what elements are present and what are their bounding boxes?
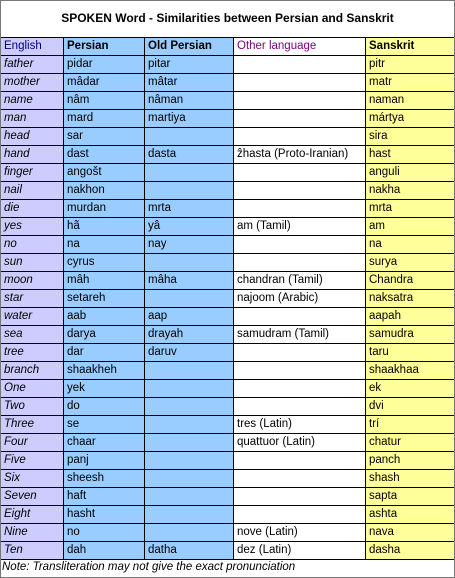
- table-row: [1, 380, 455, 398]
- cell-other-language: [234, 380, 366, 398]
- cell-persian: no: [64, 524, 145, 542]
- cell-other-language: [234, 488, 366, 506]
- cell-old-persian: dasta: [145, 146, 234, 164]
- table-row: [1, 236, 455, 254]
- cell-sanskrit: shash: [366, 470, 455, 488]
- cell-old-persian: daruv: [145, 344, 234, 362]
- cell-english: water: [1, 308, 64, 326]
- cell-old-persian: [145, 290, 234, 308]
- cell-other-language: dez (Latin): [234, 542, 366, 560]
- table-row: [1, 146, 455, 164]
- table-row: [1, 254, 455, 272]
- table-row: [1, 434, 455, 452]
- table-row: [1, 128, 455, 146]
- cell-persian: haft: [64, 488, 145, 506]
- cell-persian: se: [64, 416, 145, 434]
- table-row: [1, 290, 455, 308]
- cell-other-language: [234, 56, 366, 74]
- cell-english: Ten: [1, 542, 64, 560]
- table-row: [1, 182, 455, 200]
- table-row: [1, 488, 455, 506]
- cell-persian: aab: [64, 308, 145, 326]
- cell-persian: sheesh: [64, 470, 145, 488]
- cell-old-persian: [145, 254, 234, 272]
- cell-persian: do: [64, 398, 145, 416]
- cell-sanskrit: samudra: [366, 326, 455, 344]
- cell-persian: mâh: [64, 272, 145, 290]
- cell-sanskrit: hast: [366, 146, 455, 164]
- table-row: [1, 362, 455, 380]
- cell-other-language: [234, 92, 366, 110]
- cell-persian: nakhon: [64, 182, 145, 200]
- cell-other-language: [234, 398, 366, 416]
- cell-old-persian: nay: [145, 236, 234, 254]
- cell-old-persian: mâtar: [145, 74, 234, 92]
- cell-sanskrit: naman: [366, 92, 455, 110]
- cell-sanskrit: ek: [366, 380, 455, 398]
- cell-sanskrit: matr: [366, 74, 455, 92]
- cell-sanskrit: anguli: [366, 164, 455, 182]
- cell-english: no: [1, 236, 64, 254]
- cell-persian: dar: [64, 344, 145, 362]
- cell-english: Three: [1, 416, 64, 434]
- cell-english: Four: [1, 434, 64, 452]
- table-row: [1, 452, 455, 470]
- cell-persian: darya: [64, 326, 145, 344]
- cell-old-persian: yâ: [145, 218, 234, 236]
- table-row: [1, 164, 455, 182]
- cell-other-language: [234, 308, 366, 326]
- cell-old-persian: datha: [145, 542, 234, 560]
- cell-persian: pidar: [64, 56, 145, 74]
- cell-old-persian: [145, 452, 234, 470]
- cell-english: star: [1, 290, 64, 308]
- cell-old-persian: [145, 398, 234, 416]
- cell-english: mother: [1, 74, 64, 92]
- page-title: SPOKEN Word - Similarities between Persian and Sanskrit: [61, 11, 394, 25]
- cell-other-language: quattuor (Latin): [234, 434, 366, 452]
- cell-old-persian: nâman: [145, 92, 234, 110]
- cell-persian: hã: [64, 218, 145, 236]
- cell-old-persian: [145, 524, 234, 542]
- cell-other-language: nove (Latin): [234, 524, 366, 542]
- cell-old-persian: [145, 128, 234, 146]
- cell-english: Eight: [1, 506, 64, 524]
- cell-other-language: [234, 164, 366, 182]
- cell-persian: setareh: [64, 290, 145, 308]
- cell-old-persian: martiya: [145, 110, 234, 128]
- cell-persian: panj: [64, 452, 145, 470]
- table-row: [1, 92, 455, 110]
- cell-english: name: [1, 92, 64, 110]
- header-other-language: Other language: [234, 38, 366, 56]
- cell-sanskrit: shaakhaa: [366, 362, 455, 380]
- cell-english: die: [1, 200, 64, 218]
- cell-sanskrit: pitr: [366, 56, 455, 74]
- cell-english: man: [1, 110, 64, 128]
- cell-sanskrit: sira: [366, 128, 455, 146]
- cell-sanskrit: mrta: [366, 200, 455, 218]
- cell-sanskrit: chatur: [366, 434, 455, 452]
- cell-english: Two: [1, 398, 64, 416]
- table-row: [1, 542, 455, 560]
- cell-sanskrit: nakha: [366, 182, 455, 200]
- cell-other-language: chandran (Tamil): [234, 272, 366, 290]
- cell-old-persian: [145, 434, 234, 452]
- cell-english: One: [1, 380, 64, 398]
- cell-old-persian: pitar: [145, 56, 234, 74]
- cell-persian: shaakheh: [64, 362, 145, 380]
- cell-sanskrit: ashta: [366, 506, 455, 524]
- cell-english: moon: [1, 272, 64, 290]
- cell-sanskrit: taru: [366, 344, 455, 362]
- table-row: [1, 272, 455, 290]
- cell-persian: mâdar: [64, 74, 145, 92]
- cell-persian: nâm: [64, 92, 145, 110]
- table-row: [1, 524, 455, 542]
- table-row: [1, 110, 455, 128]
- cell-english: Seven: [1, 488, 64, 506]
- cell-sanskrit: na: [366, 236, 455, 254]
- cell-other-language: [234, 470, 366, 488]
- cell-english: sun: [1, 254, 64, 272]
- cell-sanskrit: mártya: [366, 110, 455, 128]
- cell-persian: cyrus: [64, 254, 145, 272]
- cell-sanskrit: nava: [366, 524, 455, 542]
- table-row: [1, 506, 455, 524]
- cell-old-persian: [145, 416, 234, 434]
- cell-sanskrit: dvi: [366, 398, 455, 416]
- table-row: [1, 308, 455, 326]
- cell-english: Five: [1, 452, 64, 470]
- cell-other-language: ẑhasta (Proto-Iranian): [234, 146, 366, 164]
- cell-english: yes: [1, 218, 64, 236]
- cell-english: sea: [1, 326, 64, 344]
- table-row: [1, 218, 455, 236]
- cell-old-persian: [145, 488, 234, 506]
- cell-persian: murdan: [64, 200, 145, 218]
- cell-other-language: [234, 452, 366, 470]
- cell-english: Nine: [1, 524, 64, 542]
- cell-old-persian: mâha: [145, 272, 234, 290]
- cell-other-language: [234, 182, 366, 200]
- table-row: [1, 200, 455, 218]
- cell-other-language: [234, 362, 366, 380]
- cell-old-persian: [145, 362, 234, 380]
- cell-sanskrit: sapta: [366, 488, 455, 506]
- cell-persian: angošt: [64, 164, 145, 182]
- table-row: [1, 470, 455, 488]
- cell-other-language: am (Tamil): [234, 218, 366, 236]
- table-header-row: [1, 38, 455, 56]
- cell-english: finger: [1, 164, 64, 182]
- cell-english: nail: [1, 182, 64, 200]
- table-row: [1, 326, 455, 344]
- header-persian: Persian: [64, 38, 145, 56]
- cell-persian: dah: [64, 542, 145, 560]
- cell-sanskrit: am: [366, 218, 455, 236]
- cell-persian: na: [64, 236, 145, 254]
- cell-english: father: [1, 56, 64, 74]
- cell-old-persian: [145, 182, 234, 200]
- cell-old-persian: [145, 470, 234, 488]
- cell-other-language: [234, 128, 366, 146]
- cell-sanskrit: dasha: [366, 542, 455, 560]
- cell-other-language: samudram (Tamil): [234, 326, 366, 344]
- header-sanskrit: Sanskrit: [366, 38, 455, 56]
- cell-other-language: najoom (Arabic): [234, 290, 366, 308]
- cell-old-persian: [145, 164, 234, 182]
- cell-old-persian: mrta: [145, 200, 234, 218]
- table-row: [1, 74, 455, 92]
- cell-other-language: [234, 254, 366, 272]
- cell-other-language: [234, 74, 366, 92]
- cell-sanskrit: naksatra: [366, 290, 455, 308]
- cell-other-language: [234, 506, 366, 524]
- table-row: [1, 416, 455, 434]
- cell-persian: mard: [64, 110, 145, 128]
- cell-other-language: [234, 344, 366, 362]
- cell-english: branch: [1, 362, 64, 380]
- cell-english: head: [1, 128, 64, 146]
- cell-other-language: tres (Latin): [234, 416, 366, 434]
- table-row: [1, 56, 455, 74]
- cell-english: hand: [1, 146, 64, 164]
- header-old-persian: Old Persian: [145, 38, 234, 56]
- cell-sanskrit: Chandra: [366, 272, 455, 290]
- transliteration-note: Note: Transliteration may not give the exact pronunciation: [2, 561, 296, 573]
- cell-old-persian: [145, 506, 234, 524]
- table-row: [1, 398, 455, 416]
- cell-other-language: [234, 200, 366, 218]
- cell-english: Six: [1, 470, 64, 488]
- table-row: [1, 344, 455, 362]
- cell-other-language: [234, 110, 366, 128]
- cell-english: tree: [1, 344, 64, 362]
- cell-persian: yek: [64, 380, 145, 398]
- cell-old-persian: drayah: [145, 326, 234, 344]
- cell-persian: chaar: [64, 434, 145, 452]
- cell-sanskrit: surya: [366, 254, 455, 272]
- cell-persian: dast: [64, 146, 145, 164]
- header-english: English: [1, 38, 64, 56]
- cell-old-persian: aap: [145, 308, 234, 326]
- cell-sanskrit: trí: [366, 416, 455, 434]
- cell-sanskrit: aapah: [366, 308, 455, 326]
- cell-sanskrit: panch: [366, 452, 455, 470]
- cell-persian: hasht: [64, 506, 145, 524]
- cell-other-language: [234, 236, 366, 254]
- cell-old-persian: [145, 380, 234, 398]
- word-comparison-table: [0, 37, 455, 560]
- cell-persian: sar: [64, 128, 145, 146]
